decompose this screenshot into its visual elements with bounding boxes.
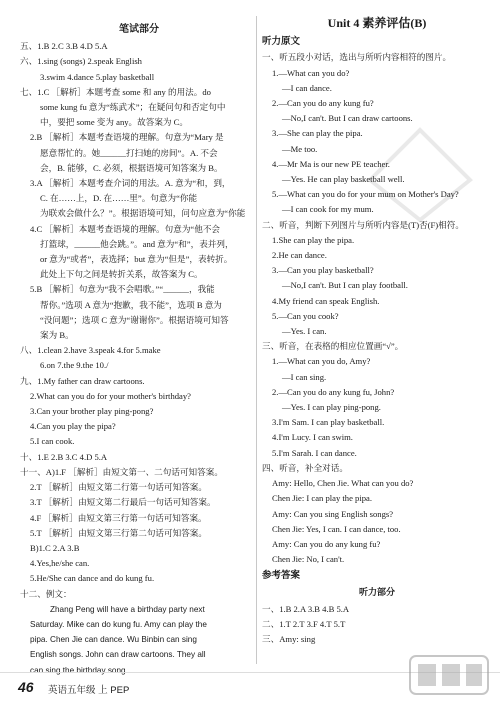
script-line: 1.—What can you do, Amy?: [272, 356, 371, 367]
script-line: —I can cook for my mum.: [282, 204, 374, 215]
answer-line: some kung fu 意为“练武术”；在疑问句和否定句中: [40, 102, 226, 113]
answer-line: 三、Amy: sing: [262, 634, 316, 645]
answer-line: 5.He/She can dance and do kung fu.: [30, 573, 155, 584]
answer-line: 6.on 7.the 9.the 10./: [40, 360, 109, 371]
script-line: 2.—Can you do any kung fu?: [272, 98, 374, 109]
script-line: Chen Jie: No, I can't.: [272, 554, 345, 565]
listening-script-head: 听力原文: [262, 37, 301, 48]
faint-stamp-icon: [360, 120, 480, 230]
script-line: 3.—Can you play basketball?: [272, 265, 374, 276]
answer-line: C. 在……上，D. 在……里”。句意为“你能: [40, 193, 198, 204]
answer-line: 4.Yes,he/she can.: [30, 558, 90, 569]
answer-line: 3.swim 4.dance 5.play basketball: [40, 71, 155, 82]
answer-line: 帮你。”选项 A 意为“抱歉，我不能”，选项 B 意为: [40, 299, 222, 310]
answer-line: 5.I can cook.: [30, 436, 75, 447]
script-line: —Me too.: [282, 143, 318, 154]
answer-line: 4.C ［解析］本题考查语境的理解。句意为“他不会: [30, 223, 221, 234]
answer-site-watermark-icon: [408, 652, 490, 698]
answers-head: 参考答案: [262, 571, 301, 582]
answer-line: 3.A ［解析］本题考查介词的用法。A. 意为“和，到，: [30, 178, 231, 189]
script-line: 4.I'm Lucy. I can swim.: [272, 432, 353, 443]
essay-line: can sing the birthday song.: [30, 665, 128, 675]
answer-line: 5.B ［解析］句意为“我不会唱歌。”“______，我能: [30, 284, 215, 295]
answer-line: 此处上下句之间是转折关系，故答案为 C。: [40, 269, 203, 280]
answer-line: 九、1.My father can draw cartoons.: [20, 375, 145, 386]
right-column: [262, 16, 492, 647]
script-line: 5.I'm Sarah. I can dance.: [272, 447, 357, 458]
answer-line: or 意为“或者”，表选择；but 意为“但是”，表转折。: [40, 254, 233, 265]
left-column: [20, 22, 258, 678]
answer-line: 八、1.clean 2.have 3.speak 4.for 5.make: [20, 345, 161, 356]
script-line: Amy: Can you sing English songs?: [272, 508, 394, 519]
answer-line: 为联欢会做什么？”。根据语境可知，问句应意为“你能: [40, 208, 246, 219]
script-line: 三、听音，在表格的相应位置画“√”。: [262, 341, 404, 352]
essay-line: English songs. John can draw cartoons. They all: [30, 650, 206, 660]
answer-line: 3.Can your brother play ping-pong?: [30, 406, 154, 417]
answer-line: 打篮球，______他会跳。”。and 意为“和”，表并列，: [40, 238, 234, 249]
script-line: 3.—She can play the pipa.: [272, 128, 363, 139]
answer-line: 十一、A)1.F ［解析］由短文第一、二句话可知答案。: [20, 466, 223, 477]
unit-title: Unit 4 素养评估(B): [327, 16, 427, 30]
page-number: 46: [18, 679, 34, 695]
script-line: —I can dance.: [282, 82, 332, 93]
answer-line: 会，B. 能够，C. 必须，根据语境可知答案为 B。: [40, 162, 223, 173]
answer-line: 3.T ［解析］由短文第二行最后一句话可知答案。: [30, 497, 216, 508]
answer-line: 4.Can you play the pipa?: [30, 421, 116, 432]
script-line: Amy: Can you do any kung fu?: [272, 538, 381, 549]
answer-line: 十、1.E 2.B 3.C 4.D 5.A: [20, 451, 108, 462]
answer-line: 二、1.T 2.T 3.F 4.T 5.T: [262, 618, 346, 629]
answer-line: 2.B ［解析］本题考查语境的理解。句意为“Mary 是: [30, 132, 224, 143]
script-line: —No,I can't. But I can draw cartoons.: [282, 113, 413, 124]
script-line: 四、听音，补全对话。: [262, 462, 348, 473]
answer-line: 七、1.C ［解析］本题考查 some 和 any 的用法。do: [20, 86, 211, 97]
script-line: —No,I can't. But I can play football.: [282, 280, 408, 291]
script-line: Chen Jie: I can play the pipa.: [272, 493, 372, 504]
answer-line: 中，要把 some 变为 any。故答案为 C。: [40, 117, 188, 128]
script-line: —I can sing.: [282, 371, 327, 382]
script-line: Chen Jie: Yes, I can. I can dance, too.: [272, 523, 401, 534]
answer-line: 4.F ［解析］由短文第三行第一句话可知答案。: [30, 512, 207, 523]
script-line: 二、听音，判断下列图片与所听内容是(T)否(F)相符。: [262, 219, 464, 230]
essay-line: Zhang Peng will have a birthday party next: [50, 604, 205, 614]
script-line: 一、听五段小对话，选出与所听内容相符的图片。: [262, 52, 452, 63]
answer-line: B)1.C 2.A 3.B: [30, 542, 80, 553]
script-line: 4.—Mr Ma is our new PE teacher.: [272, 158, 390, 169]
written-part-title: 笔试部分: [119, 24, 159, 35]
script-line: 3.I'm Sam. I can play basketball.: [272, 417, 385, 428]
book-info: 英语五年级 上 PEP: [48, 685, 130, 696]
essay-line: Saturday. Mike can do kung fu. Amy can play the: [30, 619, 207, 629]
answer-line: “没问题”；选项 C 意为“谢谢你”。根据语境可知答: [40, 314, 229, 325]
script-line: —Yes. I can.: [282, 326, 327, 337]
script-line: 5.—Can you cook?: [272, 310, 339, 321]
script-line: 2.He can dance.: [272, 250, 327, 261]
script-line: 2.—Can you do any kung fu, John?: [272, 386, 395, 397]
answer-line: 六、1.sing (songs) 2.speak English: [20, 56, 142, 67]
answer-line: 5.T ［解析］由短文第三行第二句话可知答案。: [30, 527, 207, 538]
script-line: Amy: Hello, Chen Jie. What can you do?: [272, 478, 414, 489]
answer-line: 五、1.B 2.C 3.B 4.D 5.A: [20, 41, 108, 52]
listening-part-head: 听力部分: [358, 586, 395, 597]
script-line: 4.My friend can speak English.: [272, 295, 380, 306]
script-line: 1.—What can you do?: [272, 67, 350, 78]
script-line: —Yes. He can play basketball well.: [282, 174, 405, 185]
answer-line: 案为 B。: [40, 330, 74, 341]
script-line: —Yes. I can play ping-pong.: [282, 402, 381, 413]
answer-line: 一、1.B 2.A 3.B 4.B 5.A: [262, 603, 350, 614]
answer-line: 2.T ［解析］由短文第二行第一句话可知答案。: [30, 482, 207, 493]
answer-line: 十二、例文：: [20, 588, 72, 599]
answer-line: 2.What can you do for your mother's birthday?: [30, 390, 191, 401]
script-line: 5.—What can you do for your mum on Mother's Day?: [272, 189, 459, 200]
script-line: 1.She can play the pipa.: [272, 234, 355, 245]
answer-line: 愿意帮忙的。她______打扫她的房间”。A. 不会: [40, 147, 218, 158]
essay-line: pipa. Chen Jie can dance. Wu Binbin can sing: [30, 635, 197, 645]
